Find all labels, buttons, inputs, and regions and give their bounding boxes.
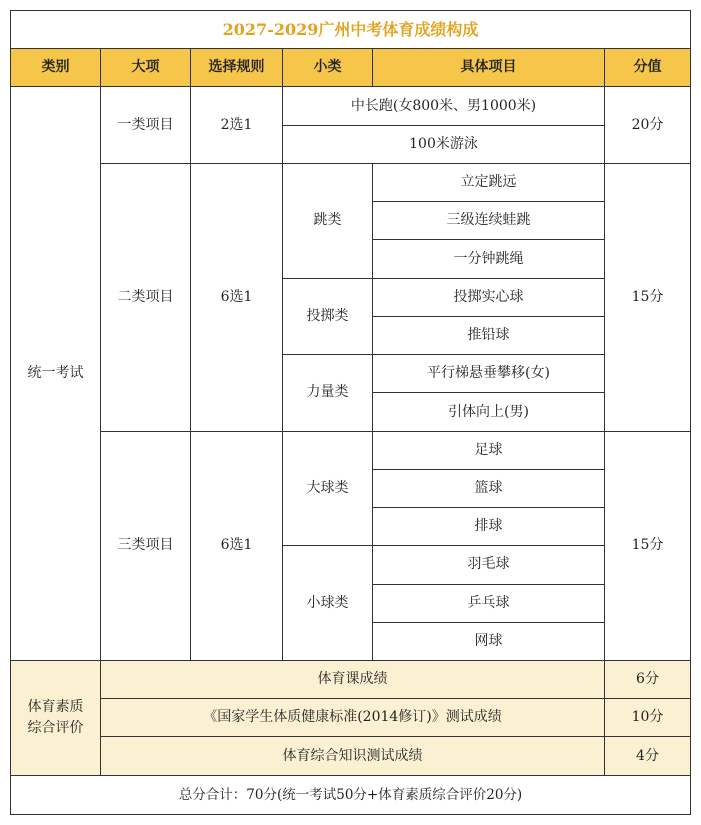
item-triple-frog-jump: 三级连续蛙跳 [373, 202, 605, 240]
quality-row-knowledge-test: 体育综合知识测试成绩 [101, 737, 605, 775]
quality-row-fitness-standard: 《国家学生体质健康标准(2014修订)》测试成绩 [101, 699, 605, 737]
sub-small-ball: 小球类 [283, 546, 373, 661]
sub-throw: 投掷类 [283, 278, 373, 354]
item-volleyball: 排球 [373, 508, 605, 546]
header-sub: 小类 [283, 49, 373, 87]
sub-big-ball: 大球类 [283, 431, 373, 546]
item-medicine-ball: 投掷实心球 [373, 278, 605, 316]
group1-item-2: 100米游泳 [283, 125, 605, 163]
header-rule: 选择规则 [191, 49, 283, 87]
header-score: 分值 [605, 49, 691, 87]
total-summary: 总分合计：70分(统一考试50分+体育素质综合评价20分) [11, 775, 691, 814]
quality-row-pe-class: 体育课成绩 [101, 660, 605, 698]
quality-row-knowledge-test-score: 4分 [605, 737, 691, 775]
group2-rule: 6选1 [191, 163, 283, 431]
group2-name: 二类项目 [101, 163, 191, 431]
item-pull-up: 引体向上(男) [373, 393, 605, 431]
item-horizontal-ladder: 平行梯悬垂攀移(女) [373, 355, 605, 393]
item-football: 足球 [373, 431, 605, 469]
group2-score: 15分 [605, 163, 691, 431]
category-unified-exam: 统一考试 [11, 87, 101, 661]
sub-jump: 跳类 [283, 163, 373, 278]
score-composition-table [10, 10, 691, 815]
sub-strength: 力量类 [283, 355, 373, 431]
group3-rule: 6选1 [191, 431, 283, 660]
header-major: 大项 [101, 49, 191, 87]
table-title: 2027-2029广州中考体育成绩构成 [11, 11, 691, 49]
group1-score: 20分 [605, 87, 691, 163]
quality-row-pe-class-score: 6分 [605, 660, 691, 698]
item-badminton: 羽毛球 [373, 546, 605, 584]
item-standing-jump: 立定跳远 [373, 163, 605, 201]
item-basketball: 篮球 [373, 469, 605, 507]
item-shot-put: 推铅球 [373, 316, 605, 354]
header-item: 具体项目 [373, 49, 605, 87]
quality-row-fitness-standard-score: 10分 [605, 699, 691, 737]
header-category: 类别 [11, 49, 101, 87]
group1-rule: 2选1 [191, 87, 283, 163]
item-tennis: 网球 [373, 622, 605, 660]
group3-score: 15分 [605, 431, 691, 660]
category-quality-eval-label: 体育素质综合评价 [27, 698, 84, 736]
group1-name: 一类项目 [101, 87, 191, 163]
group3-name: 三类项目 [101, 431, 191, 660]
group1-item-1: 中长跑(女800米、男1000米) [283, 87, 605, 125]
item-rope-skipping: 一分钟跳绳 [373, 240, 605, 278]
category-quality-eval [11, 660, 101, 775]
item-table-tennis: 乒乓球 [373, 584, 605, 622]
